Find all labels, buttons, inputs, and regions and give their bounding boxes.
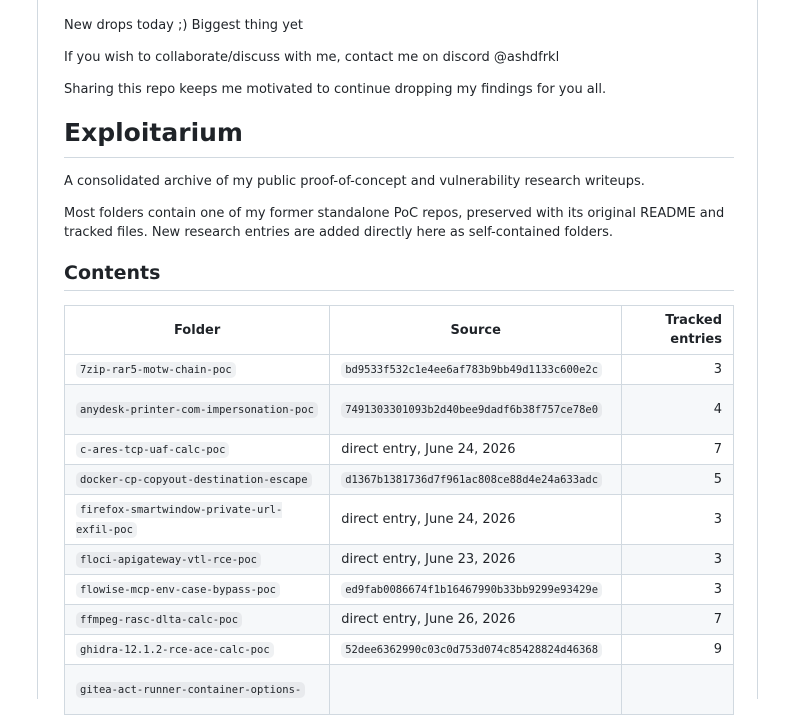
table-row (65, 435, 734, 465)
column-header-source: Source (330, 306, 622, 355)
tracked-cell: 9 (622, 635, 734, 665)
section-description-1: A consolidated archive of my public proof-of-concept and vulnerability research writeups. (64, 174, 645, 189)
column-header-tracked: Tracked entries (622, 306, 734, 355)
intro-line-3: Sharing this repo keeps me motivated to continue dropping my findings for you all. (64, 82, 607, 97)
tracked-cell: 3 (622, 355, 734, 385)
table-row (65, 545, 734, 575)
source-cell (330, 355, 622, 385)
intro-line-2: If you wish to collaborate/discuss with me, contact me on discord @ashdfrkl (64, 50, 560, 65)
intro-line-1: New drops today ;) Biggest thing yet (64, 18, 303, 33)
contents-table (64, 305, 734, 715)
folder-cell (65, 435, 330, 465)
source-commit: 52dee6362990c03c0d753d074c85428824d46368 (341, 642, 602, 658)
source-cell (330, 385, 622, 435)
source-cell (330, 465, 622, 495)
source-cell (330, 635, 622, 665)
folder-cell (65, 385, 330, 435)
folder-cell (65, 605, 330, 635)
folder-name: c-ares-tcp-uaf-calc-poc (76, 442, 229, 458)
source-cell: direct entry, June 23, 2026 (330, 545, 622, 575)
table-row (65, 355, 734, 385)
folder-cell (65, 495, 330, 545)
source-commit: d1367b1381736d7f961ac808ce88d4e24a633adc (341, 472, 602, 488)
folder-cell (65, 635, 330, 665)
source-cell: direct entry, June 24, 2026 (330, 435, 622, 465)
section-description-2: Most folders contain one of my former standalone PoC repos, preserved with its original README and tracked files. New research entries are added directly here as self-contained folders. (64, 206, 725, 240)
folder-cell (65, 665, 330, 715)
source-commit: bd9533f532c1e4ee6af783b9bb49d1133c600e2c (341, 362, 602, 378)
tracked-cell: 7 (622, 605, 734, 635)
readme-panel (37, 0, 758, 699)
folder-cell (65, 575, 330, 605)
folder-name: firefox-smartwindow-private-url-exfil-poc (76, 503, 283, 536)
folder-name: docker-cp-copyout-destination-escape (76, 472, 312, 488)
folder-cell (65, 355, 330, 385)
folder-cell (65, 465, 330, 495)
table-row (65, 635, 734, 665)
contents-heading: Contents (64, 260, 734, 291)
source-commit: 7491303301093b2d40bee9dadf6b38f757ce78e0 (341, 402, 602, 418)
folder-name: floci-apigateway-vtl-rce-poc (76, 552, 261, 568)
folder-name: ghidra-12.1.2-rce-ace-calc-poc (76, 642, 274, 658)
folder-cell (65, 545, 330, 575)
tracked-cell: 3 (622, 495, 734, 545)
tracked-cell: 7 (622, 435, 734, 465)
tracked-cell: 3 (622, 545, 734, 575)
tracked-cell (622, 665, 734, 715)
tracked-cell: 4 (622, 385, 734, 435)
tracked-cell: 3 (622, 575, 734, 605)
table-row (65, 575, 734, 605)
source-cell (330, 665, 622, 715)
tracked-cell: 5 (622, 465, 734, 495)
table-row (65, 465, 734, 495)
folder-name: anydesk-printer-com-impersonation-poc (76, 402, 318, 418)
source-commit: ed9fab0086674f1b16467990b33bb9299e93429e (341, 582, 602, 598)
source-cell: direct entry, June 26, 2026 (330, 605, 622, 635)
source-cell (330, 575, 622, 605)
folder-name: flowise-mcp-env-case-bypass-poc (76, 582, 280, 598)
table-header-row (65, 306, 734, 355)
folder-name: gitea-act-runner-container-options- (76, 682, 305, 698)
folder-name: ffmpeg-rasc-dlta-calc-poc (76, 612, 242, 628)
source-cell: direct entry, June 24, 2026 (330, 495, 622, 545)
column-header-folder: Folder (65, 306, 330, 355)
table-row (65, 385, 734, 435)
folder-name: 7zip-rar5-motw-chain-poc (76, 362, 236, 378)
section-heading: Exploitarium (64, 116, 734, 158)
table-row (65, 495, 734, 545)
table-row (65, 605, 734, 635)
table-row (65, 665, 734, 715)
